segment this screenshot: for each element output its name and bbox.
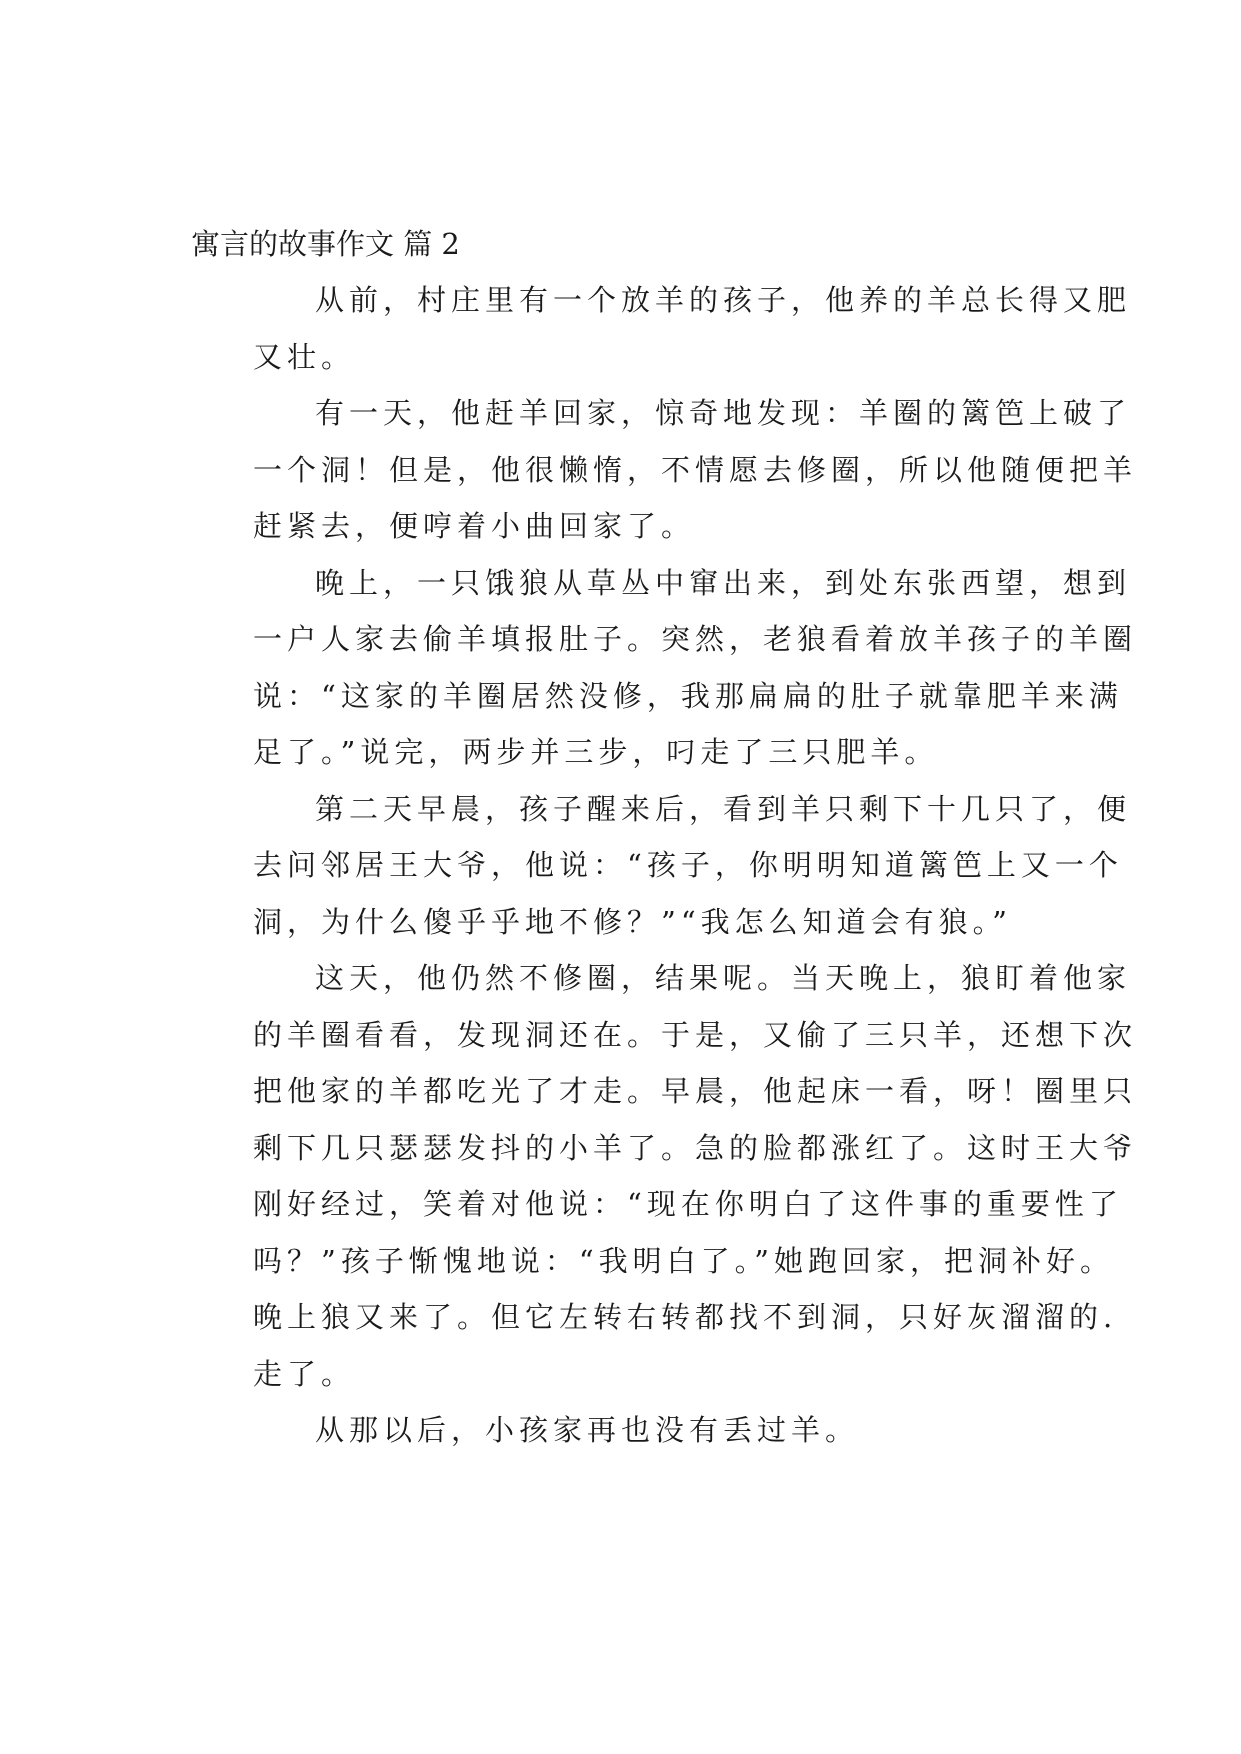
document-title: 寓言的故事作文 篇 2 [191,227,460,261]
paragraph-6 [191,1402,1051,1459]
paragraph-line: 的羊圈看看，发现洞还在。于是，又偷了三只羊，还想下次 [253,1017,1138,1052]
paragraph-2 [191,385,1138,555]
paragraph-line: 足了。”说完，两步并三步，叼走了三只肥羊。 [253,735,939,769]
paragraph-line: 晚上狼又来了。但它左转右转都找不到洞，只好灰溜溜的. [253,1300,1118,1334]
paragraph-line: 去问邻居王大爷，他说：“孩子，你明明知道篱笆上又一个 [253,848,1123,882]
paragraph-line: 剩下几只瑟瑟发抖的小羊了。急的脸都涨红了。这时王大爷 [253,1130,1138,1165]
paragraph-line: 把他家的羊都吃光了才走。早晨，他起床一看，呀！圈里只 [253,1074,1138,1108]
paragraph-line: 这天，他仍然不修圈，结果呢。当天晚上，狼盯着他家 [315,961,1132,995]
paragraph-line: 一户人家去偷羊填报肚子。突然，老狼看着放羊孩子的羊圈 [253,622,1138,656]
paragraph-line: 有一天，他赶羊回家，惊奇地发现：羊圈的篱笆上破了 [315,396,1132,430]
paragraph-line: 赶紧去，便哼着小曲回家了。 [253,509,696,543]
paragraph-line: 刚好经过，笑着对他说：“现在你明白了这件事的重要性了 [253,1187,1123,1221]
paragraph-1 [191,272,1132,385]
paragraph-line: 吗？”孩子惭愧地说：“我明白了。”她跑回家，把洞补好。 [253,1243,1114,1278]
paragraph-line: 从那以后，小孩家再也没有丢过羊。 [315,1413,860,1447]
paragraph-line: 说：“这家的羊圈居然没修，我那扁扁的肚子就靠肥羊来满 [253,678,1123,713]
paragraph-line: 又壮。 [253,339,356,374]
paragraph-line: 洞，为什么傻乎乎地不修？”“我怎么知道会有狼。” [253,904,1012,939]
paragraph-line: 走了。 [253,1356,356,1391]
paragraph-line: 晚上，一只饿狼从草丛中窜出来，到处东张西望，想到 [315,565,1132,600]
paragraph-line: 从前，村庄里有一个放羊的孩子，他养的羊总长得又肥 [315,283,1132,317]
document-body [191,216,1138,1459]
paragraph-4 [191,781,1132,951]
paragraph-3 [191,555,1138,781]
paragraph-line: 一个洞！但是，他很懒惰，不情愿去修圈，所以他随便把羊 [253,452,1138,487]
paragraph-5 [191,950,1138,1402]
paragraph-line: 第二天早晨，孩子醒来后，看到羊只剩下十几只了，便 [315,791,1132,826]
